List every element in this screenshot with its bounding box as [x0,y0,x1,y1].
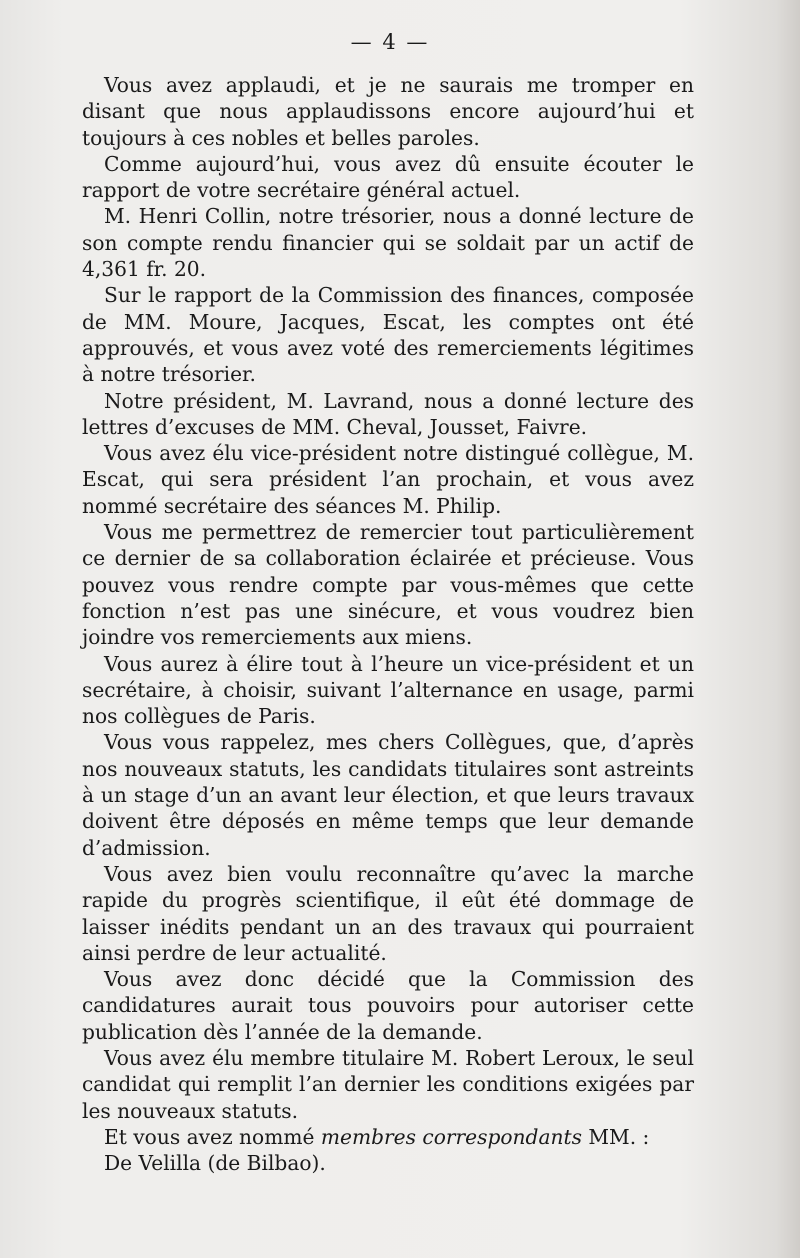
body-text [82,72,694,1176]
page-number: — 4 — [350,30,430,54]
paragraph: Notre président, M. Lavrand, nous a donné lecture des lettres d’excuses de MM. Cheval, Jousset, Faivre. [82,388,694,439]
paragraph: Vous avez élu vice-président notre distingué collègue, M. Escat, qui sera président l’an prochain, et vous avez nommé secrétaire des séances M. Philip. [82,441,694,518]
paragraph: Vous avez donc décidé que la Commission des candidatures aurait tous pouvoirs pour autoriser cette publication dès l’année de la demande. [82,967,694,1044]
paragraph: Vous avez applaudi, et je ne saurais me tromper en disant que nous applaudissons encore aujourd’hui et toujours à ces nobles et belles paroles. [82,73,694,150]
paragraph: Vous aurez à élire tout à l’heure un vice-président et un secrétaire, à choisir, suivant l’alternance en usage, parmi nos collègues de Paris. [82,651,694,729]
final-suffix: MM. : [581,1124,650,1149]
paragraph: Sur le rapport de la Commission des finances, composée de MM. Moure, Jacques, Escat, les comptes ont été approuvés, et vous avez voté des remerciements légitimes à notre trésorier. [82,283,694,387]
paragraph: Vous me permettrez de remercier tout particulièrement ce dernier de sa collaboration éclairée et précieuse. Vous pouvez vous rendre compte par vous-mêmes que cette fonction n’est pas une sinécure, et vous voudrez bien joindre vos remerciements aux miens. [82,520,694,650]
paragraph: Vous avez élu membre titulaire M. Robert Leroux, le seul candidat qui remplit l’an dernier les conditions exigées par les nouveaux statuts. [82,1045,694,1123]
paragraph: Comme aujourd’hui, vous avez dû ensuite écouter le rapport de votre secrétaire général actuel. [82,151,694,203]
paragraph: Vous vous rappelez, mes chers Collègues, que, d’après nos nouveaux statuts, les candidats titulaires sont astreints à un stage d’un an avant leur élection, et que leurs travaux doivent être déposés en même temps que leur demande d’admission. [82,730,694,860]
final-emphasis: membres correspondants [320,1124,582,1149]
member-line: De Velilla (de Bilbao). [104,1151,326,1176]
paragraph: Vous avez bien voulu reconnaître qu’avec la marche rapide du progrès scientifique, il eût été dommage de laisser inédits pendant un an des travaux qui pourraient ainsi perdre de leur actualité. [82,861,694,965]
final-prefix: Et vous avez nommé [104,1124,321,1149]
paragraph: M. Henri Collin, notre trésorier, nous a donné lecture de son compte rendu financier qui se soldait par un actif de 4,361 fr. 20. [82,204,694,282]
final-paragraph [82,1124,694,1150]
